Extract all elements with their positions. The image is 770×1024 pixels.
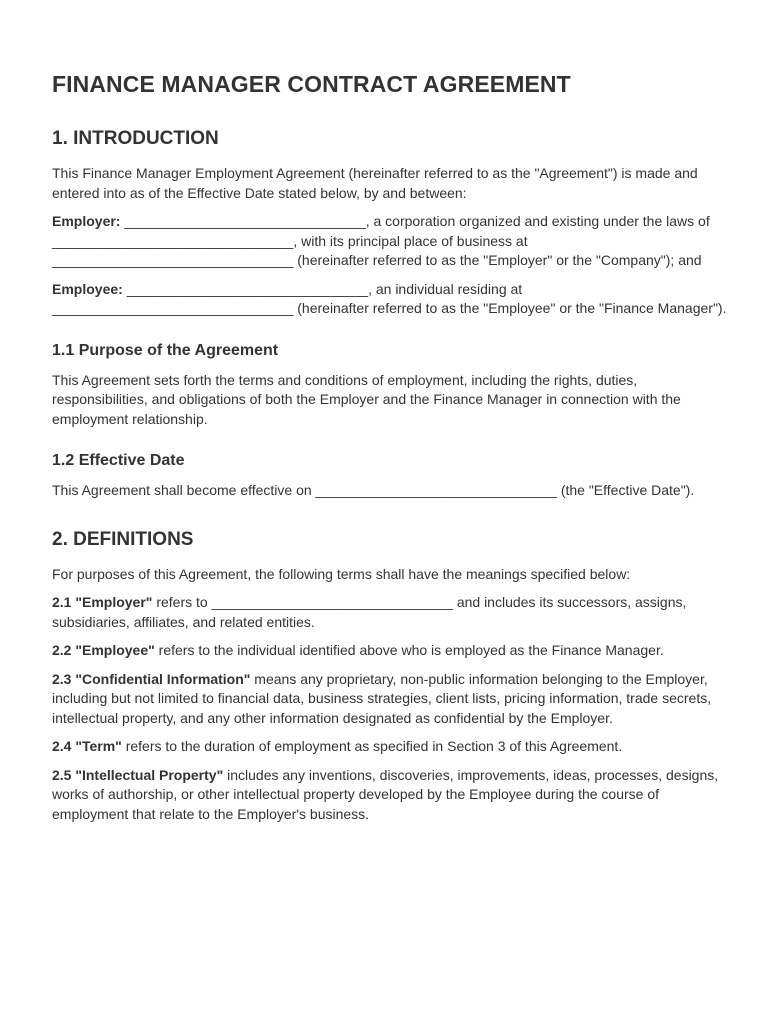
document-page — [52, 68, 732, 833]
definition-text: means any proprietary, non-public information belonging to the Employer, including but not limited to financial data, business strategies, client lists, pricing information, trade secrets, intellectual property, and any other information designated as confidential by the Employer. — [52, 670, 712, 726]
employer-text: _______________________________, a corporation organized and existing under the laws of _______________________________, with its principal place of business at _______________________________ (hereinafter referred to as the "Employer" or the "Company"); and — [52, 213, 710, 268]
definition-item — [52, 641, 732, 661]
definition-item — [52, 593, 732, 632]
definition-text: refers to _______________________________ and includes its successors, assigns, subsidiaries, affiliates, and related entities. — [52, 594, 687, 630]
purpose-paragraph: This Agreement sets forth the terms and conditions of employment, including the rights, duties, responsibilities, and obligations of both the Employer and the Finance Manager in connection with the employment relationship. — [52, 371, 681, 427]
section-1-1-heading: 1.1 Purpose of the Agreement — [52, 341, 279, 359]
definition-term: 2.2 "Employee" — [52, 642, 155, 658]
definition-term: 2.4 "Term" — [52, 738, 122, 754]
document-title: FINANCE MANAGER CONTRACT AGREEMENT — [52, 71, 571, 97]
section-1-heading: 1. INTRODUCTION — [52, 128, 219, 149]
employer-paragraph — [52, 212, 732, 271]
employee-paragraph — [52, 280, 732, 319]
definition-item — [52, 670, 732, 729]
definition-term: 2.5 "Intellectual Property" — [52, 766, 224, 783]
employee-label: Employee: — [52, 280, 123, 297]
definitions-intro-paragraph: For purposes of this Agreement, the following terms shall have the meanings specified below: — [52, 565, 631, 582]
section-1-2-heading: 1.2 Effective Date — [52, 452, 185, 469]
section-2-heading: 2. DEFINITIONS — [52, 528, 194, 550]
definition-term: 2.1 "Employer" — [52, 594, 153, 610]
definition-term: 2.3 "Confidential Information" — [52, 670, 251, 687]
employee-text: _______________________________, an individual residing at _______________________________ (hereinafter referred to as the "Employee" or the "Finance Manager"). — [52, 280, 727, 316]
definition-text: includes any inventions, discoveries, improvements, ideas, processes, designs, works of authorship, or other intellectual property developed by the Employee during the course of employment that relate to the Employer's business. — [52, 766, 719, 822]
definition-item — [52, 766, 732, 825]
employer-label: Employer: — [52, 213, 121, 229]
definition-text: refers to the individual identified above who is employed as the Finance Manager. — [154, 642, 664, 658]
definition-item — [52, 737, 732, 757]
effective-date-paragraph: This Agreement shall become effective on _______________________________ (the "Effective Date"). — [52, 482, 695, 498]
intro-paragraph: This Finance Manager Employment Agreement (hereinafter referred to as the "Agreement") is made and entered into as of the Effective Date stated below, by and between: — [52, 165, 698, 201]
definition-text: refers to the duration of employment as specified in Section 3 of this Agreement. — [121, 738, 623, 754]
